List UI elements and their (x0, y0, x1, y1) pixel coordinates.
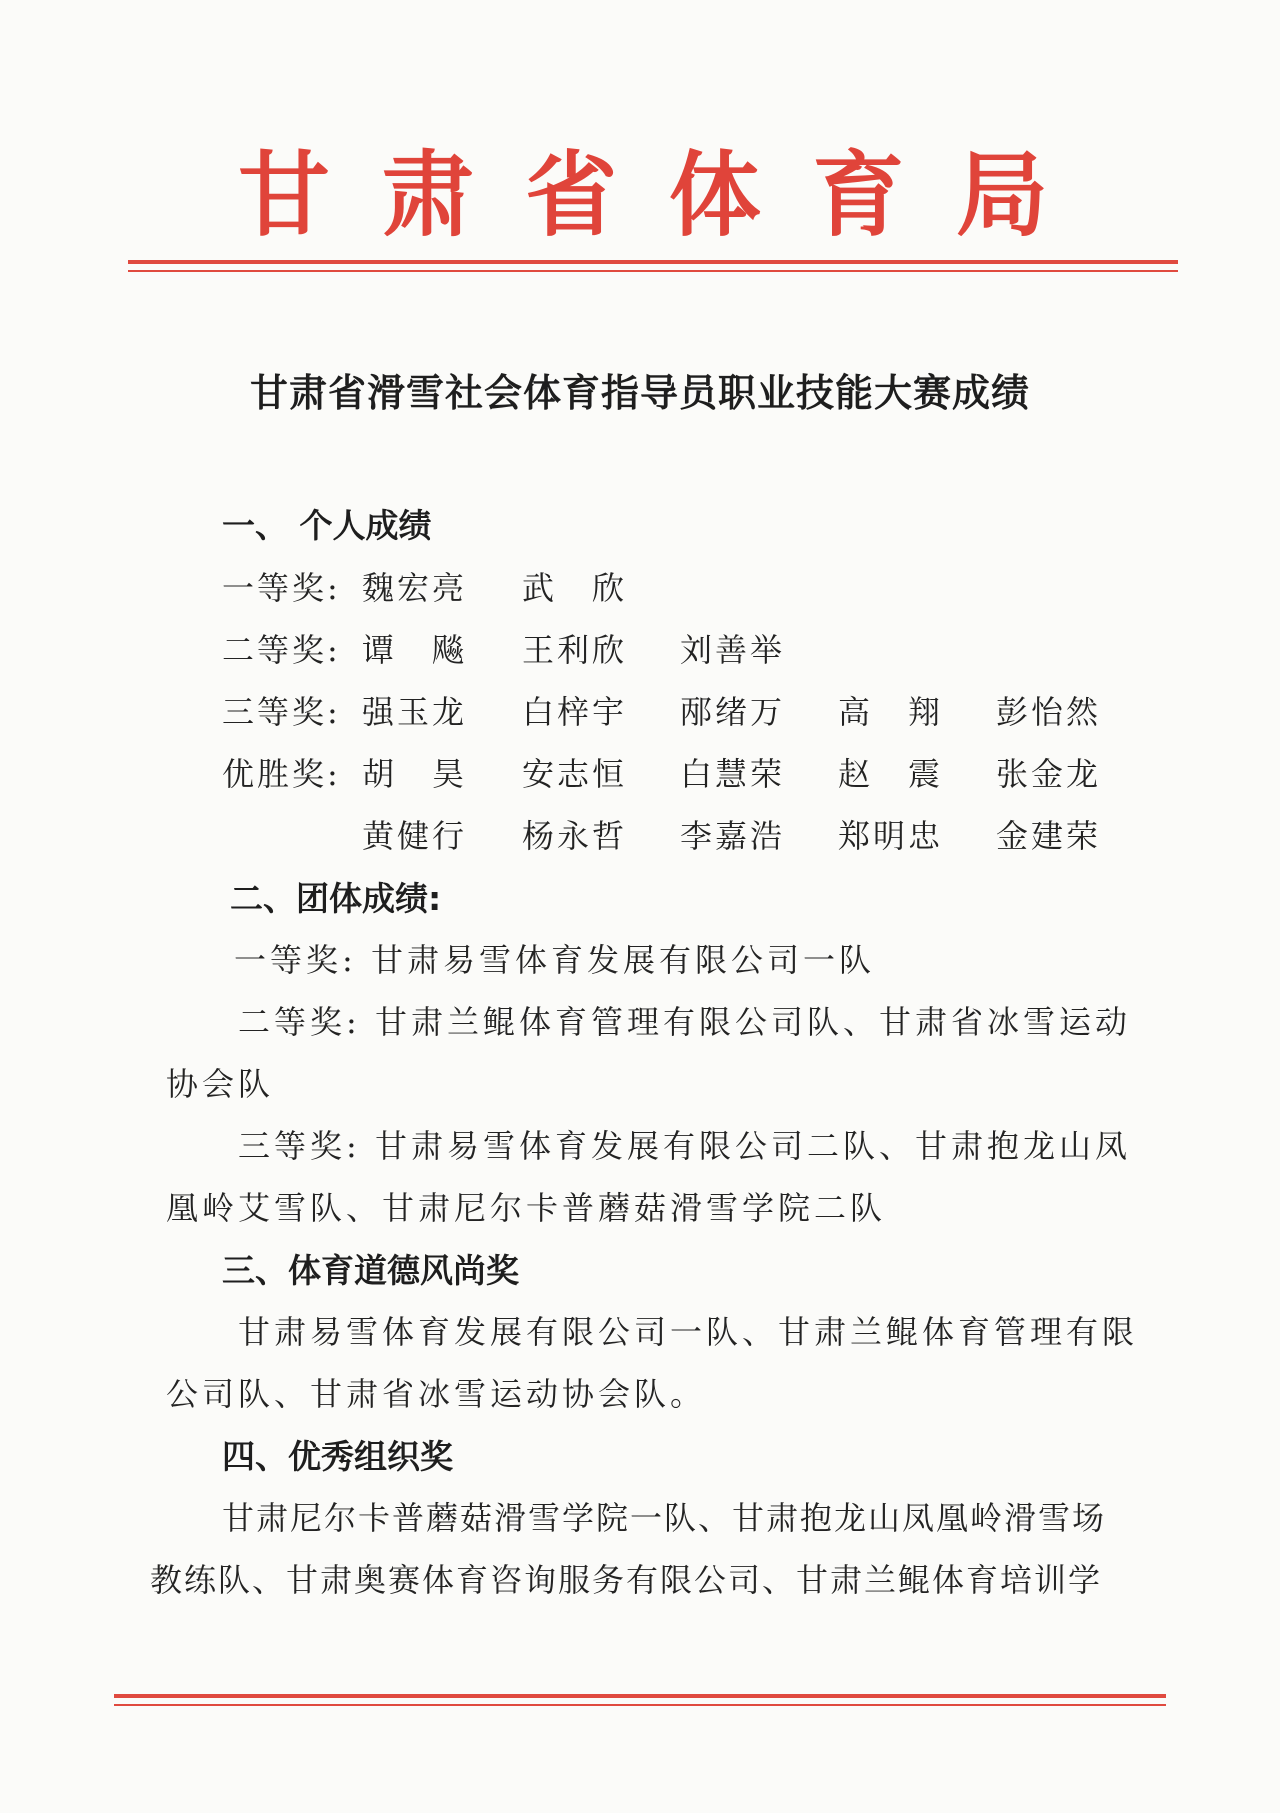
winner-name: 王利欣 (522, 631, 628, 669)
footer-rule-thick (114, 1694, 1166, 1698)
organization-text-cont: 教练队、甘肃奥赛体育咨询服务有限公司、甘肃兰鲲体育培训学 (150, 1561, 1103, 1599)
organization-text: 甘肃尼尔卡普蘑菇滑雪学院一队、甘肃抱龙山凤凰岭滑雪场 (222, 1499, 1107, 1537)
section-heading-individual: 一、 个人成绩 (222, 506, 432, 545)
section-heading-sportsmanship: 三、体育道德风尚奖 (222, 1251, 519, 1290)
team-second-prize-cont: 协会队 (166, 1065, 275, 1103)
winner-name: 杨永哲 (522, 817, 628, 855)
letterhead-char: 育 (812, 142, 905, 249)
award-label-third: 三等奖: (222, 693, 341, 731)
winner-name: 白慧荣 (680, 755, 786, 793)
winner-name: 强玉龙 (362, 693, 468, 731)
team-second-prize: 二等奖: 甘肃兰鲲体育管理有限公司队、甘肃省冰雪运动 (238, 1003, 1131, 1041)
footer-rule-thin (114, 1704, 1166, 1706)
award-label-first: 一等奖: (222, 569, 341, 607)
section-heading-organization: 四、优秀组织奖 (222, 1437, 453, 1476)
winner-name: 安志恒 (522, 755, 628, 793)
award-label-merit: 优胜奖: (222, 755, 341, 793)
team-third-prize: 三等奖: 甘肃易雪体育发展有限公司二队、甘肃抱龙山凤 (238, 1127, 1131, 1165)
award-label-second: 二等奖: (222, 631, 341, 669)
winner-name: 高 翔 (838, 693, 944, 731)
winner-name: 黄健行 (362, 817, 468, 855)
winner-name: 谭 飚 (362, 631, 468, 669)
letterhead-rule-thick (128, 260, 1178, 264)
winner-name: 魏宏亮 (362, 569, 468, 607)
winner-name: 李嘉浩 (680, 817, 786, 855)
winner-name: 邴绪万 (680, 693, 786, 731)
letterhead-char: 甘 (238, 142, 331, 249)
sportsmanship-text: 甘肃易雪体育发展有限公司一队、甘肃兰鲲体育管理有限 (238, 1313, 1139, 1351)
document-title: 甘肃省滑雪社会体育指导员职业技能大赛成绩 (249, 371, 1030, 415)
winner-name: 彭怡然 (996, 693, 1102, 731)
letterhead-title (0, 142, 1280, 249)
winner-name: 金建荣 (996, 817, 1102, 855)
section-heading-team: 二、团体成绩: (230, 879, 442, 918)
team-first-prize: 一等奖: 甘肃易雪体育发展有限公司一队 (234, 941, 875, 979)
letterhead-char: 肃 (381, 142, 474, 249)
winner-name: 郑明忠 (838, 817, 944, 855)
sportsmanship-text-cont: 公司队、甘肃省冰雪运动协会队。 (166, 1375, 707, 1413)
letterhead-rule-thin (128, 270, 1178, 272)
winner-name: 刘善举 (680, 631, 786, 669)
letterhead-char: 省 (525, 142, 618, 249)
winner-name: 胡 昊 (362, 755, 468, 793)
winner-name: 武 欣 (522, 569, 628, 607)
team-third-prize-cont: 凰岭艾雪队、甘肃尼尔卡普蘑菇滑雪学院二队 (166, 1189, 887, 1227)
letterhead-char: 体 (668, 142, 761, 249)
winner-name: 张金龙 (996, 755, 1102, 793)
letterhead-char: 局 (955, 142, 1048, 249)
winner-name: 赵 震 (838, 755, 944, 793)
winner-name: 白梓宇 (522, 693, 628, 731)
